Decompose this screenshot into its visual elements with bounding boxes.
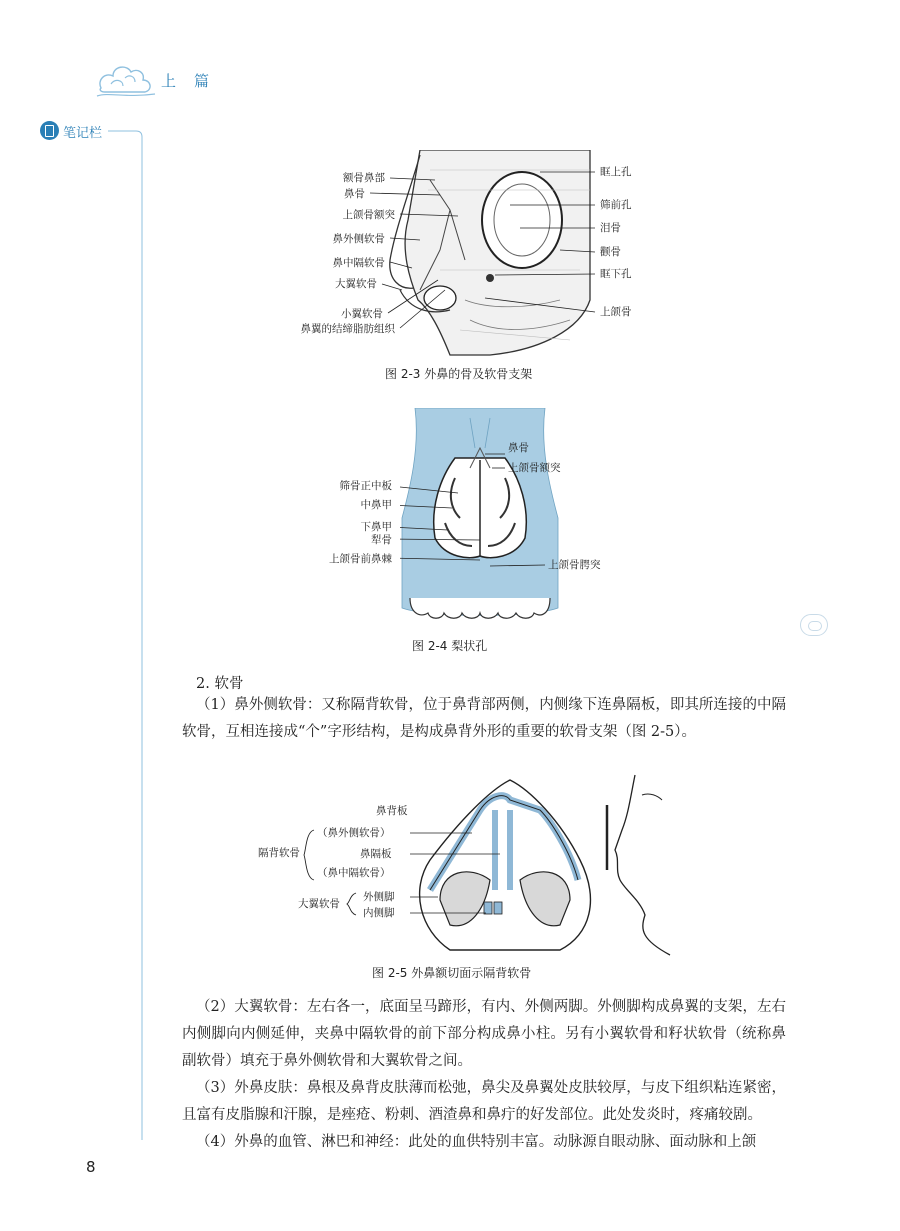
paragraph-2-text: （2）大翼软骨：左右各一，底面呈马蹄形，有内、外侧两脚。外侧脚构成鼻翼的支架，左右内侧脚向内侧延伸，夹鼻中隔软骨的前下部分构成鼻小柱。另有小翼软骨和籽状软骨（统称鼻副软骨）填充于鼻外侧软骨和大翼软骨之间。: [182, 999, 786, 1069]
fig24-label: 下鼻甲: [360, 521, 392, 533]
fig23-label: 鼻外侧软骨: [332, 233, 385, 245]
fig25-label: 鼻隔板: [360, 848, 392, 860]
paragraph-4-text: （4）外鼻的血管、淋巴和神经：此处的血供特别丰富。动脉源自眼动脉、面动脉和上颌: [196, 1134, 757, 1150]
note-column-label: 笔记栏: [63, 126, 103, 141]
paragraph-2: [182, 994, 786, 1075]
paragraph-1-text: （1）鼻外侧软骨：又称隔背软骨，位于鼻背部两侧，内侧缘下连鼻隔板，即其所连接的中隔软骨，互相连接成“个”字形结构，是构成鼻背外形的重要的软骨支架（图 2-5）。: [182, 697, 786, 740]
side-tab-icon: [800, 614, 828, 636]
note-pen-icon: [40, 121, 59, 140]
fig23-label: 筛前孔: [600, 199, 632, 211]
figure-2-3-caption: 图 2-3 外鼻的骨及软骨支架: [385, 367, 533, 381]
fig23-label: 上颌骨: [600, 306, 632, 318]
fig25-label: 内侧脚: [363, 907, 395, 919]
paragraph-1: [182, 692, 786, 746]
paragraph-3: [182, 1075, 786, 1129]
fig23-label: 鼻中隔软骨: [332, 257, 385, 269]
fig23-label: 眶上孔: [600, 166, 632, 178]
fig25-label: 鼻背板: [376, 805, 408, 817]
fig24-label: 犁骨: [371, 534, 392, 546]
fig25-label: 外侧脚: [363, 891, 395, 903]
fig23-label: 泪骨: [600, 222, 621, 234]
fig23-label: 鼻骨: [344, 188, 365, 200]
fig24-label: 鼻骨: [508, 442, 529, 454]
paragraph-3-text: （3）外鼻皮肤：鼻根及鼻背皮肤薄而松弛，鼻尖及鼻翼处皮肤较厚，与皮下组织粘连紧密，且富有皮脂腺和汗腺，是痤疮、粉刺、酒渣鼻和鼻疔的好发部位。此处发炎时，疼痛较剧。: [182, 1080, 786, 1123]
fig23-label: 颧骨: [600, 246, 621, 258]
fig24-label: 中鼻甲: [360, 499, 392, 511]
fig23-label: 小翼软骨: [341, 308, 383, 320]
paragraph-4: [182, 1129, 786, 1156]
fig25-label: （鼻中隔软骨）: [317, 867, 391, 879]
page-number: 8: [86, 1158, 96, 1176]
figure-2-4-leaders: [400, 408, 560, 628]
fig23-label: 上颌骨额突: [342, 209, 395, 221]
figure-2-4: [400, 408, 560, 628]
fig24-label: 上颌骨腭突: [548, 559, 601, 571]
fig25-group-label: 大翼软骨: [298, 898, 340, 910]
fig25-group-label: 隔背软骨: [258, 847, 300, 859]
fig24-label: 上颌骨额突: [508, 462, 561, 474]
figure-2-5: [410, 770, 690, 960]
fig24-label: 上颌骨前鼻棘: [329, 553, 392, 565]
cloud-ornament-icon: [95, 58, 157, 98]
fig24-label: 筛骨正中板: [339, 480, 392, 492]
figure-2-4-caption: 图 2-4 梨状孔: [412, 639, 488, 653]
figure-2-5-leaders: [410, 770, 690, 960]
fig23-label: 鼻翼的结缔脂肪组织: [300, 323, 395, 335]
fig23-label: 额骨鼻部: [343, 172, 385, 184]
fig25-label: （鼻外侧软骨）: [317, 827, 391, 839]
figure-2-5-caption: 图 2-5 外鼻额切面示隔背软骨: [372, 966, 532, 980]
section-heading: 2. 软骨: [196, 676, 244, 692]
fig23-label: 大翼软骨: [335, 278, 377, 290]
header-title: 上篇: [161, 72, 228, 90]
fig23-label: 眶下孔: [600, 268, 632, 280]
